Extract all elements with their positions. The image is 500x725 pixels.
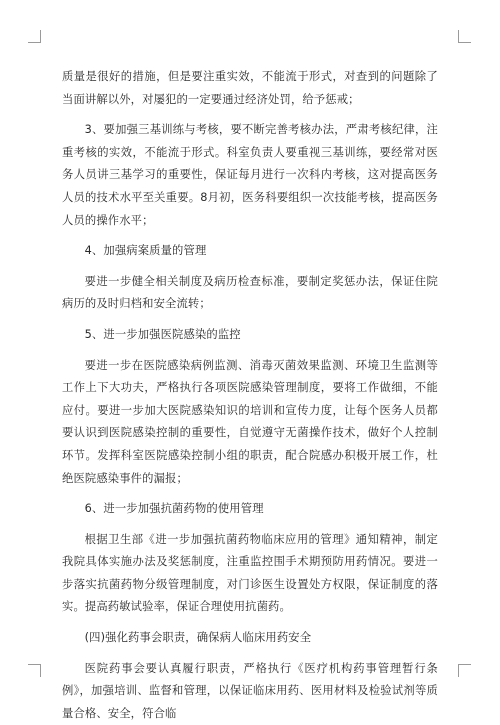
heading-medical-record-quality: 4、加强病案质量的管理	[84, 244, 207, 258]
paragraph-medical-record-quality: 要进一步健全相关制度及病历检查标准，要制定奖惩办法，保证住院病历的及时归档和安全流转；	[62, 274, 438, 311]
paragraph-infection-monitoring: 要进一步在医院感染病例监测、消毒灭菌效果监测、环境卫生监测等工作上下大功夫，严格执行各项医院感染管理制度，要将工作做细，不能应付。要进一步加大医院感染知识的培训和宣传力度，让每个医务人员都要认识到医院感染控制的重要性，自觉遵守无菌操作技术，做好个人控制环节。发挥科室医院感染控制小组的职责，配合院感办积极开展工作，杜绝医院感染事件的漏报；	[62, 358, 438, 485]
document-body	[62, 66, 438, 725]
paragraph-pharmacy-committee: 医院药事会要认真履行职责，严格执行《医疗机构药事管理暂行条例》，加强培训、监督和管理，以保证临床用药、医用材料及检验试剂等质量合格、安全，符合临	[62, 661, 438, 720]
crop-mark-top-left	[28, 30, 41, 43]
crop-mark-top-right	[458, 30, 471, 43]
crop-mark-bottom-left	[28, 664, 41, 677]
paragraph-continuation: 质量是很好的措施，但是要注重实效，不能流于形式，对查到的问题除了当面讲解以外，对屡犯的一定要通过经济处罚，给予惩戒；	[62, 70, 438, 106]
heading-pharmacy-committee: (四)强化药事会职责，确保病人临床用药安全	[84, 631, 312, 645]
heading-antibiotics-management: 6、进一步加强抗菌药物的使用管理	[84, 502, 264, 516]
paragraph-antibiotics-management: 根据卫生部《进一步加强抗菌药物临床应用的管理》通知精神，制定我院具体实施办法及奖惩制度，注重监控围手术期预防用药情况。要进一步落实抗菌药物分级管理制度，对门诊医生设置处方权限，保证制度的落实。提高药敏试验率，保证合理使用抗菌药。	[62, 532, 438, 614]
crop-mark-bottom-right	[458, 664, 471, 677]
heading-infection-monitoring: 5、进一步加强医院感染的监控	[84, 327, 241, 341]
paragraph-three-basics-training: 3、要加强三基训练与考核，要不断完善考核办法，严肃考核纪律，注重考核的实效，不能流于形式。科室负责人要重视三基训练，要经常对医务人员讲三基学习的重要性，保证每月进行一次科内考核，这对提高医务人员的技术水平至关重要。8月初，医务科要组织一次技能考核，提高医务人员的操作水平；	[62, 123, 438, 227]
